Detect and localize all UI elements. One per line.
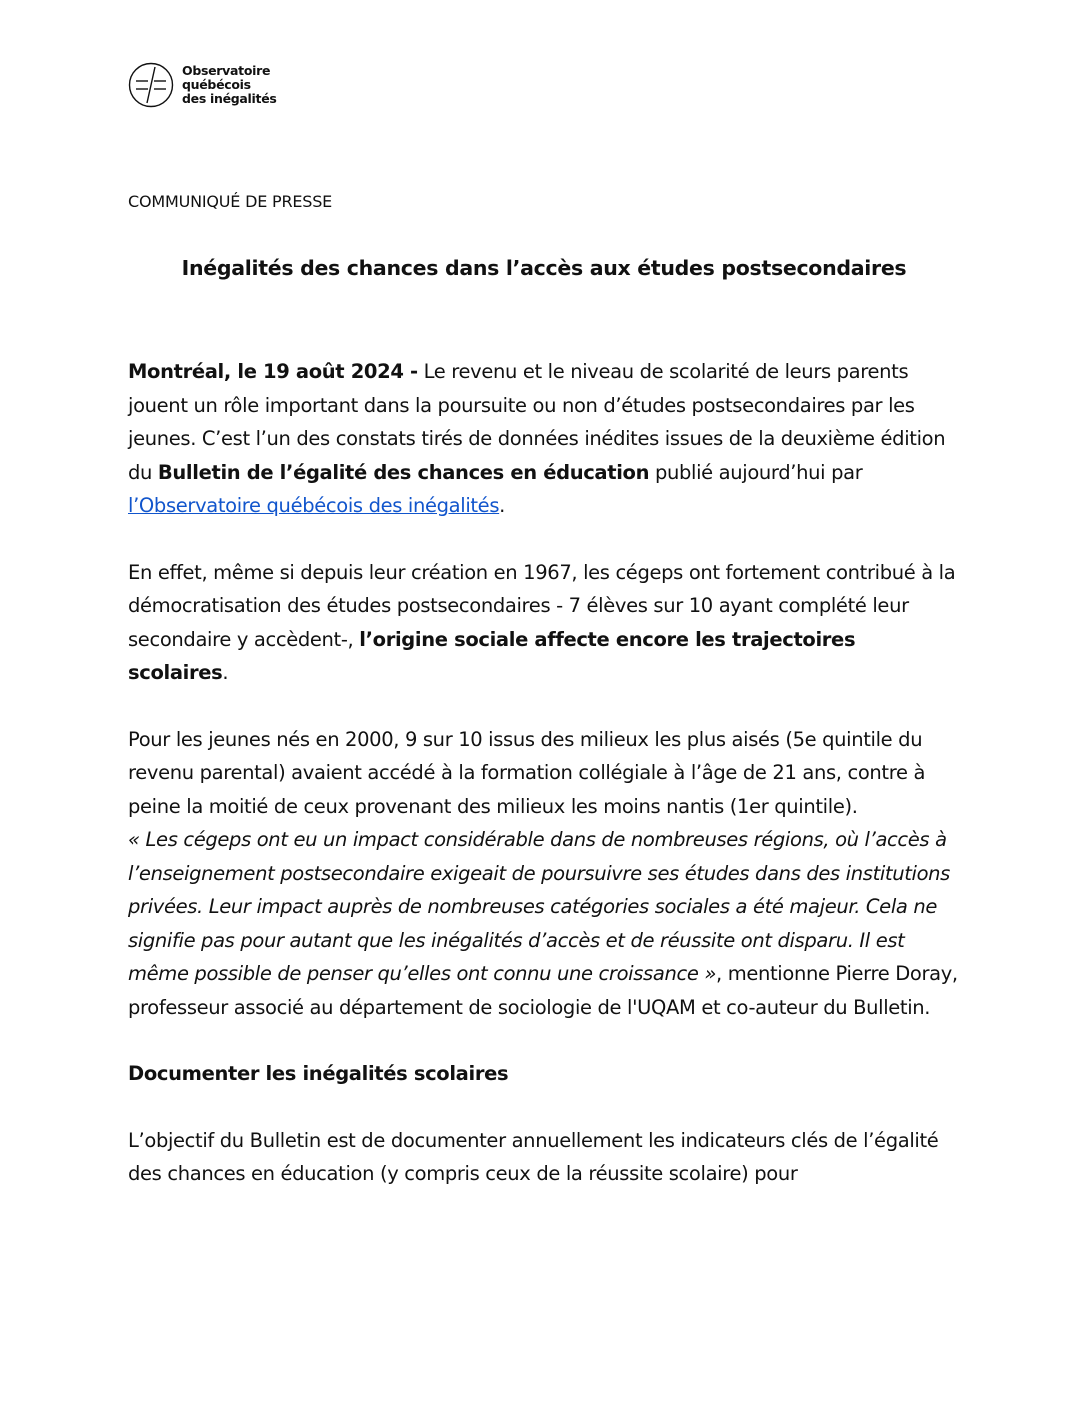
observatoire-link[interactable]: l’Observatoire québécois des inégalités	[128, 494, 500, 517]
paragraph-quote	[128, 823, 958, 1024]
equality-symbol-icon	[128, 62, 174, 108]
section-heading: Documenter les inégalités scolaires	[128, 1062, 509, 1085]
logo-line-3: des inégalités	[182, 91, 277, 106]
document-body	[128, 355, 958, 1191]
logo-line-2: québécois	[182, 77, 251, 92]
organization-logo	[128, 62, 277, 108]
logo-wordmark	[182, 64, 277, 106]
cegeps-end: .	[222, 661, 229, 684]
bulletin-name: Bulletin de l’égalité des chances en éducation	[157, 460, 650, 484]
intro-text-cont: publié aujourd’hui par	[649, 460, 863, 484]
intro-text: Le revenu et le niveau de scolarité de leurs parents jouent un rôle important dans la poursuite ou non d’études postsecondaires par les jeunes. C’est l’un des constats tirés de données inédites issues de la deuxième édition du	[128, 360, 946, 484]
dateline: Montréal, le 19 août 2024 -	[128, 360, 418, 383]
cegeps-text: En effet, même si depuis leur création en 1967, les cégeps ont fortement contribué à la démocratisation des études postsecondaires - 7 élèves sur 10 ayant complété leur secondaire y accèdent-,	[128, 560, 956, 651]
cegeps-emphasis: l’origine sociale affecte encore les trajectoires scolaires	[128, 627, 856, 684]
page-title: Inégalités des chances dans l’accès aux études postsecondaires	[181, 256, 907, 280]
quote-attribution: , mentionne Pierre Doray, professeur associé au département de sociologie de l'UQAM et co-auteur du Bulletin.	[128, 962, 958, 1019]
paragraph-cegeps	[128, 556, 958, 690]
quote-text: « Les cégeps ont eu un impact considérable dans de nombreuses régions, où l’accès à l’enseignement postsecondaire exigeait de poursuivre ses études dans des institutions privées. Leur impact auprès de nombreuses catégories sociales a été majeur. Cela ne signifie pas pour autant que les inégalités d’accès et de réussite ont disparu. Il est même possible de penser qu’elles ont connu une croissance »	[128, 828, 950, 985]
document-label: COMMUNIQUÉ DE PRESSE	[128, 192, 333, 211]
paragraph-objective: L’objectif du Bulletin est de documenter annuellement les indicateurs clés de l’égalité des chances en éducation (y compris ceux de la réussite scolaire) pour	[128, 1128, 939, 1185]
intro-end: .	[499, 494, 506, 517]
logo-line-1: Observatoire	[182, 63, 271, 78]
paragraph-statistics: Pour les jeunes nés en 2000, 9 sur 10 issus des milieux les plus aisés (5e quintile du revenu parental) avaient accédé à la formation collégiale à l’âge de 21 ans, contre à peine la moitié de ceux provenant des milieux les moins nantis (1er quintile).	[128, 727, 926, 818]
paragraph-intro	[128, 355, 958, 523]
